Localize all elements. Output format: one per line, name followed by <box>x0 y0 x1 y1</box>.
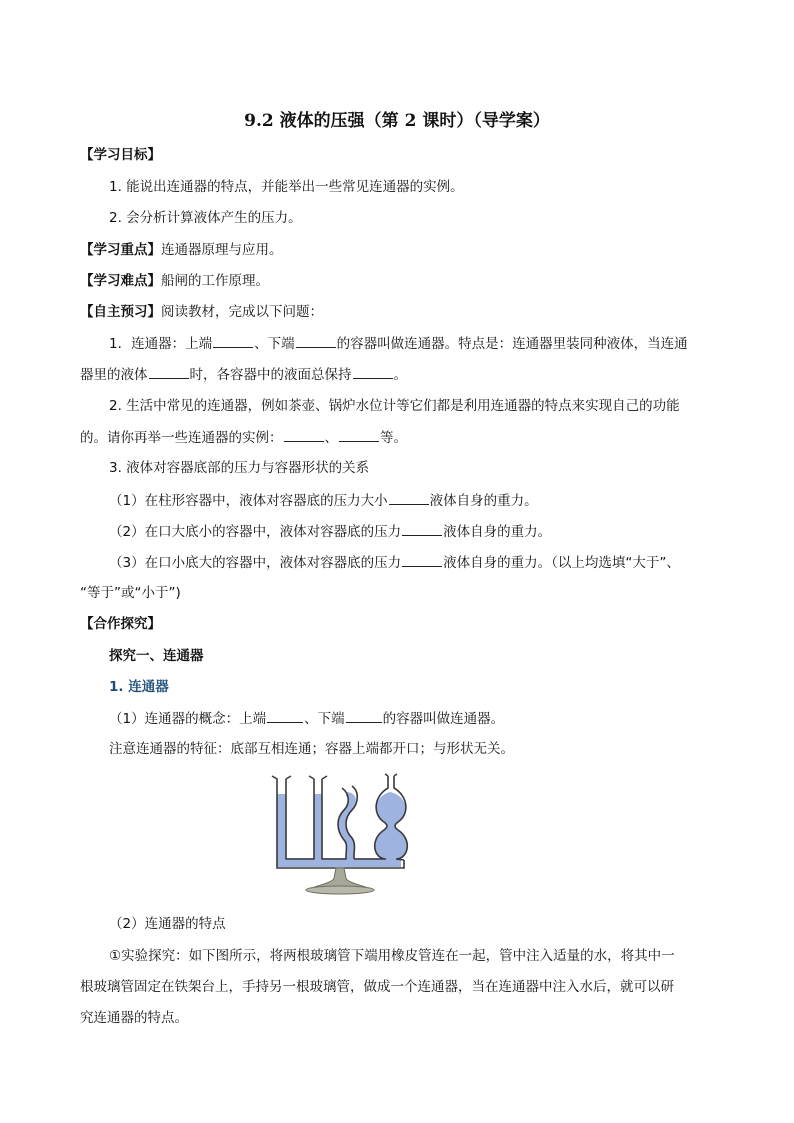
difficulty-point <box>80 272 269 290</box>
explore-1-heading: 探究一、连通器 <box>109 648 204 664</box>
goals-heading: 【学习目标】 <box>80 147 161 163</box>
q3-item-2 <box>109 522 551 541</box>
q1-text-a: 1．连通器：上端 <box>109 336 213 352</box>
q1-text-d: 器里的液体 <box>80 367 148 383</box>
connector-vessel-illustration <box>268 770 418 896</box>
concept-line <box>109 709 504 728</box>
q3-blank-2[interactable] <box>402 522 442 536</box>
q1-text-c: 的容器叫做连通器。特点是：连通器里装同种液体，当连通 <box>336 336 688 352</box>
q1-blank-top[interactable] <box>213 334 253 348</box>
q3-item-1-text: （1）在柱形容器中，液体对容器底的压力大小 <box>109 493 388 509</box>
sub-heading-connector: 1. 连通器 <box>109 679 169 695</box>
q3-item-3-text: （3）在口小底大的容器中，液体对容器底的压力 <box>109 555 402 571</box>
q3-item-2-text: （2）在口大底小的容器中，液体对容器底的压力 <box>109 524 402 540</box>
q3-item-1 <box>109 491 538 510</box>
q1-line2 <box>80 365 407 384</box>
q3-options: “等于”或“小于”) <box>80 585 181 601</box>
q1-blank-level[interactable] <box>353 365 393 379</box>
q3-title: 3. 液体对容器底部的压力与容器形状的关系 <box>109 460 370 476</box>
coop-heading: 【合作探究】 <box>80 616 161 632</box>
difficulty-heading: 【学习难点】 <box>80 273 161 289</box>
q2-text-c: 等。 <box>380 430 407 446</box>
q3-item-3 <box>109 553 680 572</box>
q3-item-2-end: 液体自身的重力。 <box>443 524 552 540</box>
preview-line <box>80 303 323 321</box>
q1-text-e: 时，各容器中的液面总保持 <box>189 367 352 383</box>
q2-text-b: 、 <box>324 430 338 446</box>
difficulty-text: 船闸的工作原理。 <box>161 273 269 289</box>
q2-text-a: 的。请你再举一些连通器的实例： <box>80 430 283 446</box>
key-text: 连通器原理与应用。 <box>161 242 283 258</box>
key-heading: 【学习重点】 <box>80 242 161 258</box>
q1-line1 <box>109 334 688 353</box>
experiment-line-1: ①实验探究：如下图所示，将两根玻璃管下端用橡皮管连在一起，管中注入适量的水，将其中一 <box>109 948 675 964</box>
q1-text-b: 、下端 <box>254 336 295 352</box>
experiment-line-3: 究连通器的特点。 <box>80 1010 188 1026</box>
preview-heading: 【自主预习】 <box>80 304 161 320</box>
experiment-line-2: 根玻璃管固定在铁架台上，手持另一根玻璃管，做成一个连通器，当在连通器中注入水后，就可以研 <box>80 979 674 995</box>
q3-item-1-end: 液体自身的重力。 <box>429 493 538 509</box>
q2-line2 <box>80 428 407 447</box>
q3-blank-1[interactable] <box>389 491 429 505</box>
water-fill <box>277 792 407 867</box>
stand <box>306 868 374 894</box>
goal-item-2: 2. 会分析计算液体产生的压力。 <box>109 210 302 226</box>
goal-item-1: 1. 能说出连通器的特点，并能举出一些常见连通器的实例。 <box>109 179 464 195</box>
sub-heading-features: （2）连通器的特点 <box>109 916 226 932</box>
concept-text-a: （1）连通器的概念：上端 <box>109 711 267 727</box>
q1-blank-bottom[interactable] <box>296 334 336 348</box>
concept-text-b: 、下端 <box>304 711 345 727</box>
q1-text-f: 。 <box>393 367 407 383</box>
q2-line1: 2. 生活中常见的连通器，例如茶壶、锅炉水位计等它们都是利用连通器的特点来实现自己的功能 <box>109 398 680 414</box>
concept-blank-bottom[interactable] <box>346 709 382 723</box>
q2-blank-2[interactable] <box>339 428 379 442</box>
feature-note: 注意连通器的特征：底部互相连通；容器上端都开口；与形状无关。 <box>109 741 514 757</box>
q2-blank-1[interactable] <box>284 428 324 442</box>
concept-text-c: 的容器叫做连通器。 <box>382 711 505 727</box>
key-point <box>80 241 283 259</box>
q3-item-3-end: 液体自身的重力。（以上均选填“大于”、 <box>443 555 680 571</box>
preview-intro: 阅读教材，完成以下问题： <box>161 304 323 320</box>
page-title: 9.2 液体的压强（第 2 课时）（导学案） <box>244 111 550 131</box>
concept-blank-top[interactable] <box>267 709 303 723</box>
q3-blank-3[interactable] <box>402 553 442 567</box>
q1-blank-state[interactable] <box>149 365 189 379</box>
